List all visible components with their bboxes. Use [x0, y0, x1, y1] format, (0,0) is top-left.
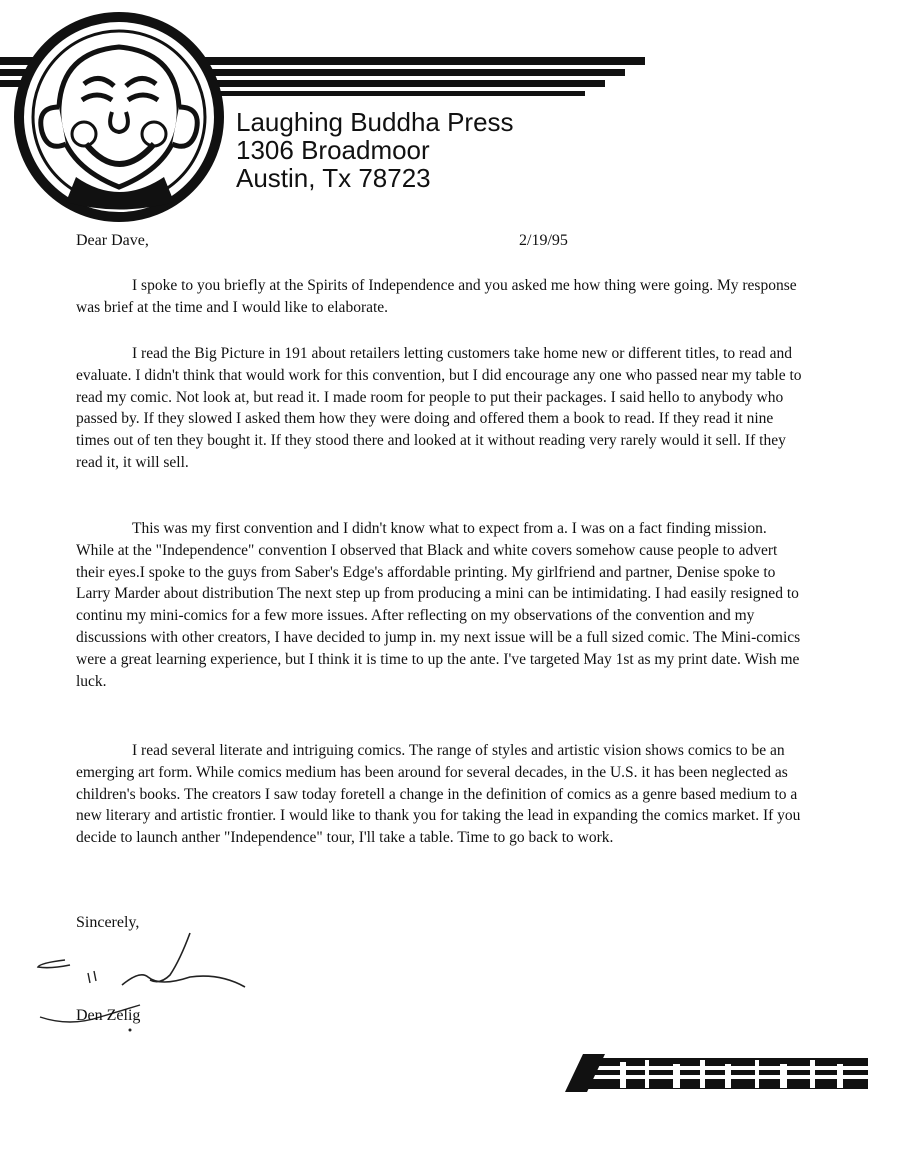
letter-date: 2/19/95	[519, 232, 568, 249]
laughing-buddha-face-icon	[14, 12, 224, 222]
signer-name: Den Zelig	[76, 1007, 141, 1024]
city-state-zip: Austin, Tx 78723	[236, 163, 431, 193]
paragraph: This was my first convention and I didn't know what to expect from a. I was on a fact finding mission. While at the "Independence" convention I observed that Black and white covers somehow cause people to advert their eyes.I spoke to the guys from Saber's Edge's affordable printing. My girlfriend and partner, Denise spoke to Larry Marder about distribution The next step up from producing a mini can be intimidating. I had easily resigned to continu my mini-comics for a few more issues. After reflecting on my observations of the convention and my discussions with other creators, I have decided to jump in. my next issue will be a full sized comic. The Mini-comics were a great learning experience, but I think it is time to up the ante. I've targeted May 1st as my print date. Wish me luck.	[76, 520, 801, 690]
paragraph: I read the Big Picture in 191 about retailers letting customers take home new or different titles, to read and evaluate. I didn't think that would work for this convention, but I did encourage any one who passed near my table to read my comic. Not look at, but read it. I made room for people to put their packages. I said hello to anybody who passed by. If they slowed I asked them how they were doing and offered them a book to read. If they read it nine times out of ten they bought it. If they stood there and looked at it without reading very rarely would it sell. If they read it, it will sell.	[76, 345, 802, 471]
letterhead-address	[236, 108, 514, 192]
paragraph: I spoke to you briefly at the Spirits of Independence and you asked me how thing were going. My response was brief at the time and I would like to elaborate.	[76, 277, 797, 316]
handwritten-signature-icon	[30, 925, 270, 1035]
header-stripe	[180, 91, 585, 96]
salutation: Dear Dave,	[76, 232, 149, 249]
closing: Sincerely,	[76, 914, 140, 931]
letterhead	[0, 0, 900, 240]
paragraph: I read several literate and intriguing comics. The range of styles and artistic vision shows comics to be an emerging art form. While comics medium has been around for several decades, in the U.S. it has been neglected as children's books. The creators I saw today foretell a change in the definition of comics as a genre based medium to a new literary and artistic frontier. I would like to thank you for taking the lead in expanding the comics market. If you decide to launch anther "Independence" tour, I'll take a table. Time to go back to work.	[76, 742, 801, 847]
company-name: Laughing Buddha Press	[236, 107, 514, 137]
street-address: 1306 Broadmoor	[236, 135, 430, 165]
stylized-wordmark-logo-icon	[565, 1050, 870, 1095]
